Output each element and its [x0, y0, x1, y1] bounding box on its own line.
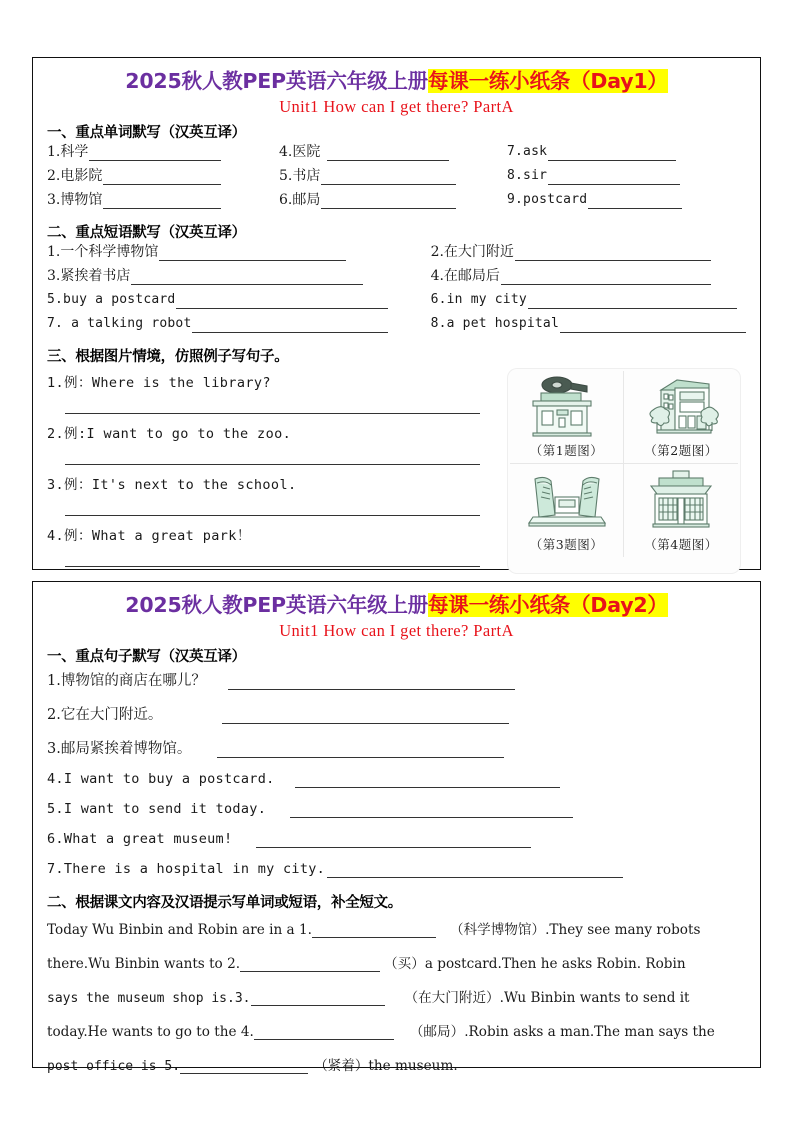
phrase-label: 4.在邮局后 — [430, 267, 500, 284]
word-blank[interactable] — [103, 169, 221, 185]
phrase-blank[interactable] — [159, 245, 346, 261]
picture-caption: （第1题图） — [529, 442, 604, 458]
word-item — [507, 193, 746, 209]
phrase-label: 2.在大门附近 — [430, 243, 514, 260]
day2-title — [47, 594, 746, 618]
sentence-blank[interactable] — [217, 741, 504, 758]
example-text: 3.例：It's next to the school. — [47, 476, 297, 493]
passage-text: （科学博物馆）.They see many robots — [449, 921, 701, 938]
example-text: 1.例：Where is the library? — [47, 374, 271, 391]
example-answer-blank[interactable] — [65, 493, 480, 516]
day2-title-purple: 2025秋人教PEP英语六年级上册 — [125, 593, 428, 617]
sentence-item — [47, 801, 746, 818]
word-label: 5.书店 — [279, 167, 321, 184]
word-item — [47, 169, 279, 185]
passage-text: today.He wants to go to the 4. — [47, 1023, 254, 1040]
example-text: 4.例：What a great park！ — [47, 527, 251, 544]
phrase-label: 5.buy a postcard — [47, 291, 176, 307]
phrase-item — [431, 293, 746, 309]
example-area — [47, 369, 746, 573]
phrase-grid — [47, 245, 746, 341]
passage-blank[interactable] — [312, 922, 436, 938]
example-list — [47, 369, 502, 573]
passage-text: （在大门附近）.Wu Binbin wants to send it — [404, 989, 690, 1006]
word-label: 4.医院 — [279, 143, 321, 160]
phrase-item — [431, 269, 746, 285]
word-blank[interactable] — [327, 145, 449, 161]
sentence-blank[interactable] — [228, 673, 515, 690]
example-item — [47, 471, 502, 516]
phrase-item — [47, 293, 431, 309]
passage-line — [47, 1054, 746, 1074]
passage-text: there.Wu Binbin wants to 2. — [47, 955, 241, 972]
sentence-list — [47, 669, 746, 878]
passage-text: （买）a postcard.Then he asks Robin. Robin — [384, 955, 686, 972]
picture-caption: （第4题图） — [644, 536, 718, 552]
passage-line — [47, 1020, 746, 1040]
passage-line — [47, 986, 746, 1006]
sentence-item — [47, 669, 746, 690]
word-label: 3.博物馆 — [47, 191, 103, 208]
bookstore-icon — [624, 464, 738, 535]
sentence-label: 2.它在大门附近。 — [47, 706, 163, 723]
worksheet-day1 — [32, 57, 761, 570]
sentence-item — [47, 831, 746, 848]
phrase-item — [431, 317, 746, 333]
sentence-item — [47, 703, 746, 724]
day2-section1-heading: 一、重点句子默写（汉英互译） — [47, 648, 246, 665]
day1-section3-heading: 三、根据图片情境，仿照例子写句子。 — [47, 348, 289, 365]
word-blank[interactable] — [548, 145, 676, 161]
day1-section1-heading: 一、重点单词默写（汉英互译） — [47, 124, 246, 141]
phrase-column-2 — [431, 245, 746, 341]
sentence-label: 3.邮局紧挨着博物馆。 — [47, 740, 192, 757]
passage-blank[interactable] — [240, 956, 380, 972]
sentence-blank[interactable] — [327, 861, 623, 878]
phrase-blank[interactable] — [176, 293, 388, 309]
word-blank[interactable] — [321, 169, 456, 185]
picture-cell-2 — [624, 371, 738, 464]
word-item — [507, 169, 746, 185]
word-blank[interactable] — [588, 193, 682, 209]
phrase-blank[interactable] — [515, 245, 711, 261]
word-column-3 — [507, 145, 746, 217]
phrase-label: 1.一个科学博物馆 — [47, 243, 159, 260]
passage-line — [47, 952, 746, 972]
day1-title-highlight: 每课一练小纸条（Day1） — [427, 69, 668, 93]
word-blank[interactable] — [548, 169, 680, 185]
picture-cell-3 — [510, 464, 624, 557]
day1-title-purple: 2025秋人教PEP英语六年级上册 — [125, 69, 428, 93]
sentence-label: 1.博物馆的商店在哪儿？ — [47, 672, 206, 689]
phrase-blank[interactable] — [528, 293, 737, 309]
sentence-blank[interactable] — [295, 771, 560, 788]
example-answer-blank[interactable] — [65, 442, 480, 465]
passage-text: Today Wu Binbin and Robin are in a 1. — [47, 921, 312, 938]
picture-caption: （第2题图） — [644, 442, 718, 458]
word-column-2 — [279, 145, 507, 217]
sentence-blank[interactable] — [256, 831, 531, 848]
sentence-label: 6.What a great museum! — [47, 830, 233, 847]
word-item — [47, 193, 279, 209]
word-label: 6.邮局 — [279, 191, 321, 208]
word-blank[interactable] — [321, 193, 456, 209]
picture-cell-4 — [624, 464, 738, 557]
sentence-item — [47, 861, 746, 878]
sentence-label: 7.There is a hospital in my city. — [47, 860, 326, 877]
phrase-label: 6.in my city — [430, 291, 527, 307]
phrase-item — [47, 245, 431, 261]
passage-line — [47, 918, 746, 938]
passage-blank[interactable] — [254, 1024, 394, 1040]
word-label: 7.ask — [507, 143, 548, 159]
museum-icon — [510, 464, 623, 535]
sentence-item — [47, 737, 746, 758]
phrase-blank[interactable] — [560, 317, 746, 333]
worksheet-day2 — [32, 581, 761, 1074]
phrase-blank[interactable] — [501, 269, 711, 285]
picture-cell-1 — [510, 371, 624, 464]
passage-text: （紧着）the museum. — [314, 1057, 458, 1074]
picture-caption: （第3题图） — [529, 536, 604, 552]
passage-text: （邮局）.Robin asks a man.The man says the — [409, 1023, 715, 1040]
day2-title-highlight: 每课一练小纸条（Day2） — [427, 593, 668, 617]
example-item — [47, 522, 502, 567]
word-grid — [47, 145, 746, 217]
day1-title — [47, 70, 746, 94]
word-item — [47, 145, 279, 161]
day2-section2-heading: 二、根据课文内容及汉语提示写单词或短语，补全短文。 — [47, 894, 402, 911]
word-blank[interactable] — [89, 145, 221, 161]
day2-subtitle: Unit1 How can I get there? PartA — [279, 620, 514, 640]
passage-blank[interactable] — [180, 1058, 308, 1074]
sentence-blank[interactable] — [290, 801, 573, 818]
phrase-label: 8.a pet hospital — [430, 315, 559, 331]
phrase-label: 3.紧挨着书店 — [47, 267, 131, 284]
phrase-label: 7. a talking robot — [47, 315, 192, 331]
word-blank[interactable] — [103, 193, 221, 209]
word-label: 1.科学 — [47, 143, 89, 160]
passage-text: says the museum shop is.3. — [47, 990, 251, 1006]
cinema-icon — [510, 371, 623, 441]
phrase-blank[interactable] — [131, 269, 363, 285]
example-answer-blank[interactable] — [65, 391, 480, 414]
sentence-label: 5.I want to send it today. — [47, 800, 267, 817]
sentence-label: 4.I want to buy a postcard. — [47, 770, 275, 787]
phrase-item — [47, 317, 431, 333]
word-label: 2.电影院 — [47, 167, 103, 184]
phrase-item — [47, 269, 431, 285]
phrase-blank[interactable] — [192, 317, 388, 333]
example-answer-blank[interactable] — [65, 544, 480, 567]
picture-grid — [510, 371, 738, 557]
word-item — [279, 169, 507, 185]
sentence-blank[interactable] — [222, 707, 509, 724]
cloze-passage — [47, 918, 746, 1074]
example-item — [47, 369, 502, 414]
word-item — [279, 145, 507, 161]
word-item — [279, 193, 507, 209]
word-item — [507, 145, 746, 161]
phrase-column-1 — [47, 245, 431, 341]
passage-blank[interactable] — [251, 990, 385, 1006]
example-item — [47, 420, 502, 465]
post-office-icon — [624, 371, 738, 441]
example-text: 2.例:I want to go to the zoo. — [47, 425, 292, 442]
phrase-item — [431, 245, 746, 261]
word-column-1 — [47, 145, 279, 217]
word-label: 8.sir — [507, 167, 548, 183]
passage-text: post office is 5. — [47, 1058, 181, 1074]
day1-subtitle: Unit1 How can I get there? PartA — [279, 96, 514, 116]
picture-panel — [508, 369, 740, 573]
day1-section2-heading: 二、重点短语默写（汉英互译） — [47, 224, 246, 241]
word-label: 9.postcard — [507, 191, 588, 207]
sentence-item — [47, 771, 746, 788]
